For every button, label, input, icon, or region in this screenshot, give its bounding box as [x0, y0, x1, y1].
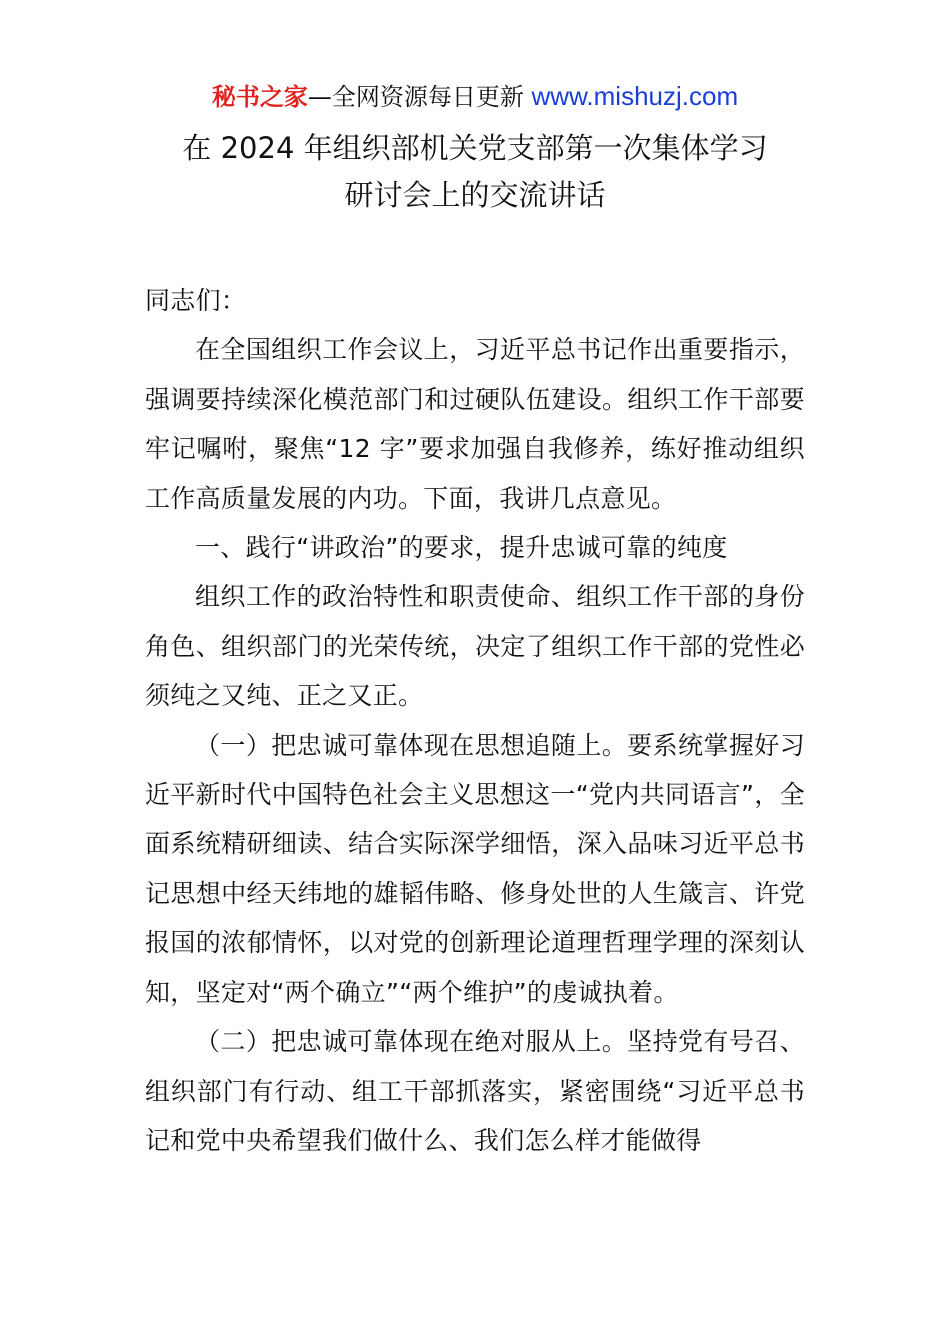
document-title-line-2: 研讨会上的交流讲话 [344, 178, 606, 212]
paragraph: 组织工作的政治特性和职责使命、组织工作干部的身份角色、组织部门的光荣传统，决定了组织工作干部的党性必须纯之又纯、正之又正。 [145, 582, 805, 711]
banner-brand: 秘书之家 [211, 83, 308, 111]
site-banner [0, 80, 950, 113]
document-body [145, 276, 805, 1165]
section-heading: 一、践行“讲政治”的要求，提升忠诚可靠的纯度 [195, 533, 728, 563]
salutation: 同志们： [145, 286, 247, 315]
paragraph: （二）把忠诚可靠体现在绝对服从上。坚持党有号召、组织部门有行动、组工干部抓落实，紧密围绕“习近平总书记和党中央希望我们做什么、我们怎么样才能做得 [145, 1027, 805, 1155]
banner-url[interactable]: www.mishuzj.com [531, 81, 739, 111]
document-title-line-1: 在 2024 年组织部机关党支部第一次集体学习 [182, 131, 768, 165]
banner-tagline: —全网资源每日更新 [307, 83, 532, 111]
paragraph: 在全国组织工作会议上，习近平总书记作出重要指示，强调要持续深化模范部门和过硬队伍建设。组织工作干部要牢记嘱咐，聚焦“12 字”要求加强自我修养，练好推动组织工作高质量发展的内功。下面，我讲几点意见。 [145, 335, 805, 513]
paragraph: （一）把忠诚可靠体现在思想追随上。要系统掌握好习近平新时代中国特色社会主义思想这一“党内共同语言”，全面系统精研细读、结合实际深学细悟，深入品味习近平总书记思想中经天纬地的雄韬伟略、修身处世的人生箴言、许党报国的浓郁情怀，以对党的创新理论道理哲理学理的深刻认知，坚定对“两个确立”“两个维护”的虔诚执着。 [145, 730, 805, 1007]
